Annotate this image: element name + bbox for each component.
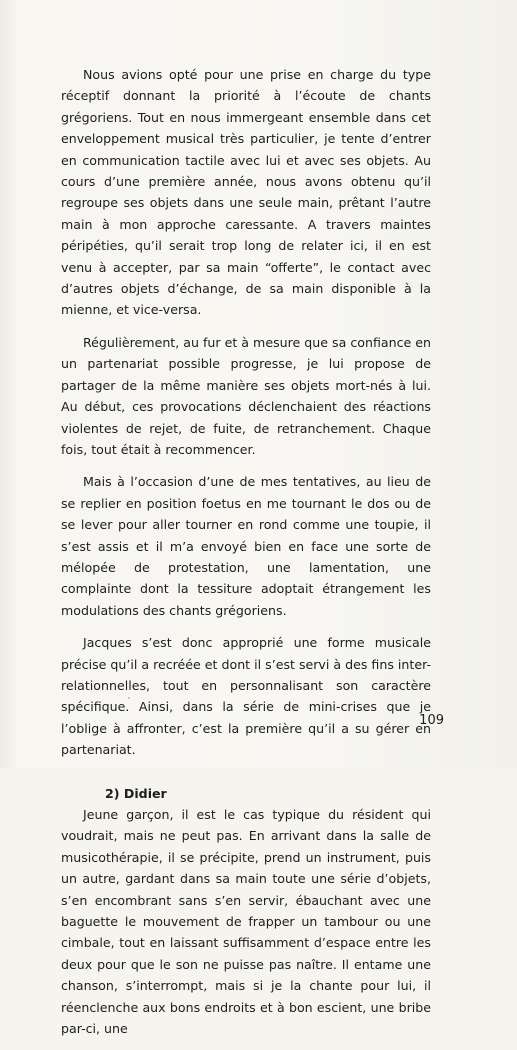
- section-heading: 2) Didier: [105, 785, 167, 801]
- paper-speck: [128, 697, 130, 699]
- paragraph-2: Régulièrement, au fur et à mesure que sa confiance en un partenariat possible progresse, je lui propose de partager de la même manière ses objets mort-nés à lui. Au début, ces provocations déclenchaient des réactions violentes de rejet, de fuite, de retranchement. Chaque fois, tout était à recommencer.: [61, 334, 431, 457]
- paragraph-1: Nous avions opté pour une prise en charge du type réceptif donnant la priorité à l’écoute de chants grégoriens. Tout en nous immergeant ensemble dans cet enveloppement musical très particulier, je tente d’entrer en communication tactile avec lui et avec ses objets. Au cours d’une première année, nous avons obtenu qu’il regroupe ses objets dans une seule main, prêtant l’autre main à mon approche caressante. A travers maintes péripéties, qu’il serait trop long de relater ici, il en est venu à accepter, par sa main “offerte”, le contact avec d’autres objets d’échange, de sa main disponible à la mienne, et vice-versa.: [61, 67, 431, 318]
- paragraph-3: Mais à l’occasion d’une de mes tentatives, au lieu de se replier en position foetus en me tournant le dos ou de se lever pour aller tourner en rond comme une toupie, il s’est assis et il m’a envoyé bien en face une sorte de mélopée de protestation, une lamentation, une complainte dont la tessiture adoptait étrangement les modulations des chants grégoriens.: [61, 474, 431, 618]
- page-number: 109: [419, 713, 444, 728]
- paragraph-4: Jacques s’est donc approprié une forme musicale précise qu’il a recréée et dont il s’est servi à des fins inter-relationnelles, tout en personnalisant son caractère spécifique. Ainsi, dans la série de mini-crises que je l’oblige à affronter, c’est la première qu’il a su gérer en partenariat.: [61, 635, 431, 758]
- body-text: [61, 64, 431, 1050]
- section-paragraph: Jeune garçon, il est le cas typique du résident qui voudrait, mais ne peut pas. En arrivant dans la salle de musicothérapie, il se précipite, prend un instrument, puis un autre, gardant dans sa main toute une série d’objets, s’en encombrant sans s’en servir, ébauchant avec une baguette le mouvement de frapper un tambour ou une cimbale, tout en laissant suffisamment d’espace entre les deux pour que le son ne puisse pas naître. Il entame une chanson, s’interrompt, mais si je la chante pour lui, il réenclenche aux bons endroits et à bon escient, une bribe par-ci, une: [61, 807, 431, 1037]
